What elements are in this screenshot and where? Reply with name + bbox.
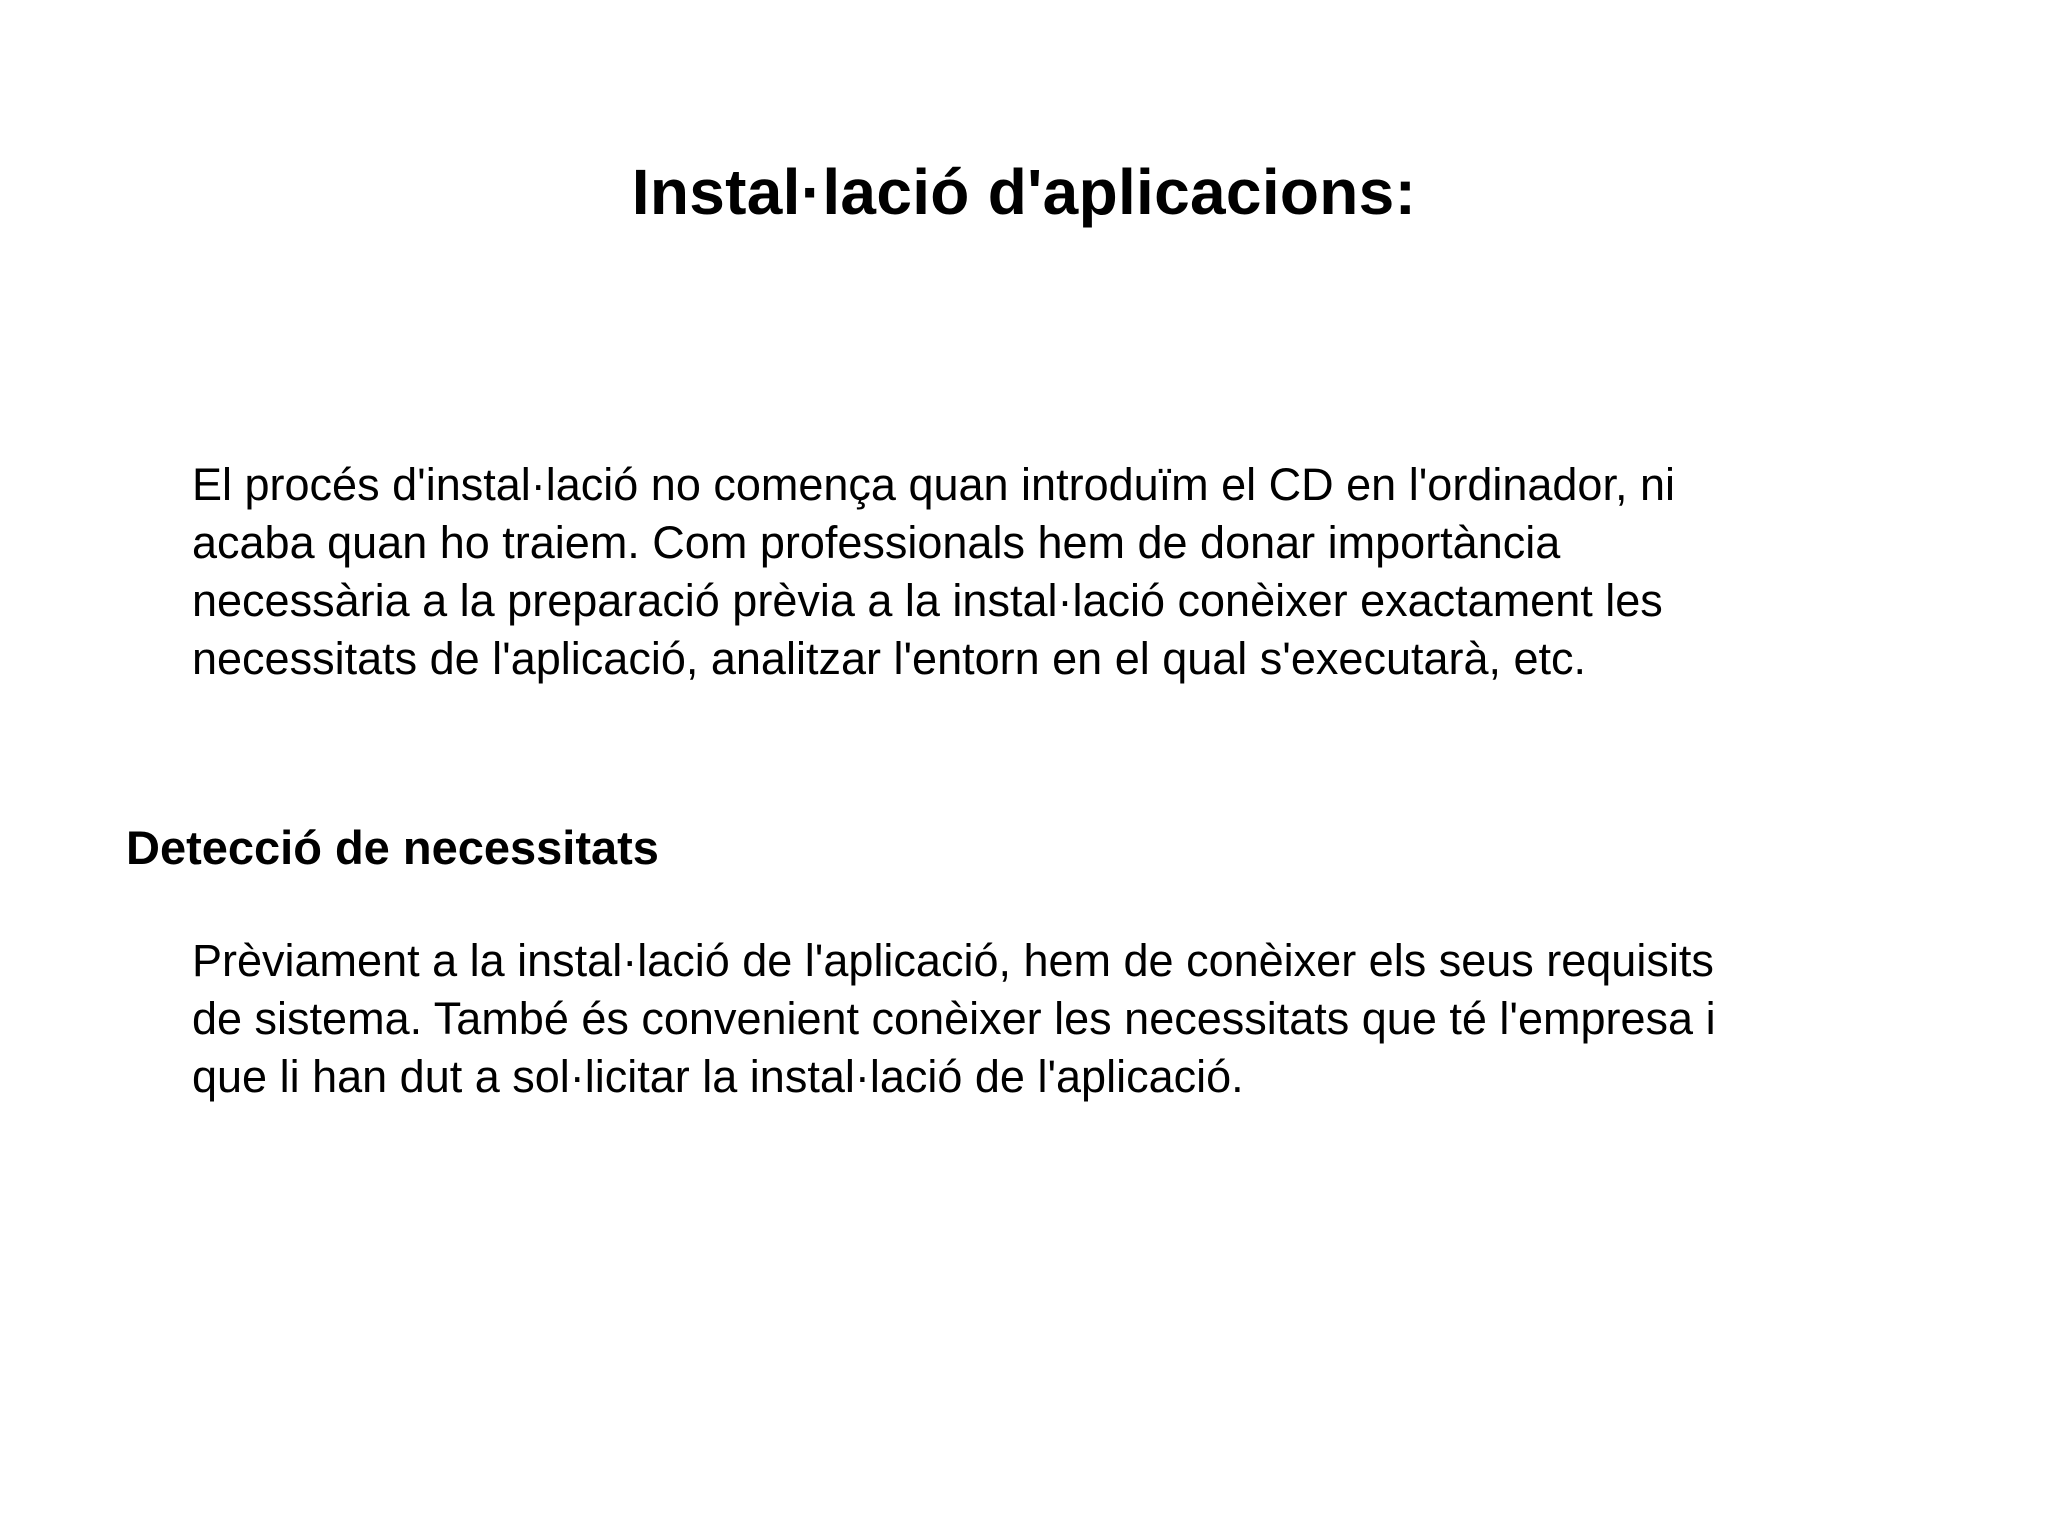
paragraph-line: El procés d'instal·lació no comença quan introduïm el CD en l'ordinador, ni [192,459,1675,510]
slide-title: Instal·lació d'aplicacions: [631,156,1417,228]
paragraph-line: necessitats de l'aplicació, analitzar l'entorn en el qual s'executarà, etc. [192,633,1587,684]
paragraph-line: acaba quan ho traiem. Com professionals hem de donar importància [192,517,1561,568]
paragraph-line: que li han dut a sol·licitar la instal·lació de l'aplicació. [192,1051,1244,1102]
section-heading: Detecció de necessitats [126,821,659,874]
intro-paragraph [192,456,1675,688]
needs-paragraph [192,932,1716,1106]
paragraph-line: de sistema. També és convenient conèixer les necessitats que té l'empresa i [192,993,1716,1044]
paragraph-line: Prèviament a la instal·lació de l'aplicació, hem de conèixer els seus requisits [192,935,1714,986]
paragraph-line: necessària a la preparació prèvia a la instal·lació conèixer exactament les [192,575,1663,626]
